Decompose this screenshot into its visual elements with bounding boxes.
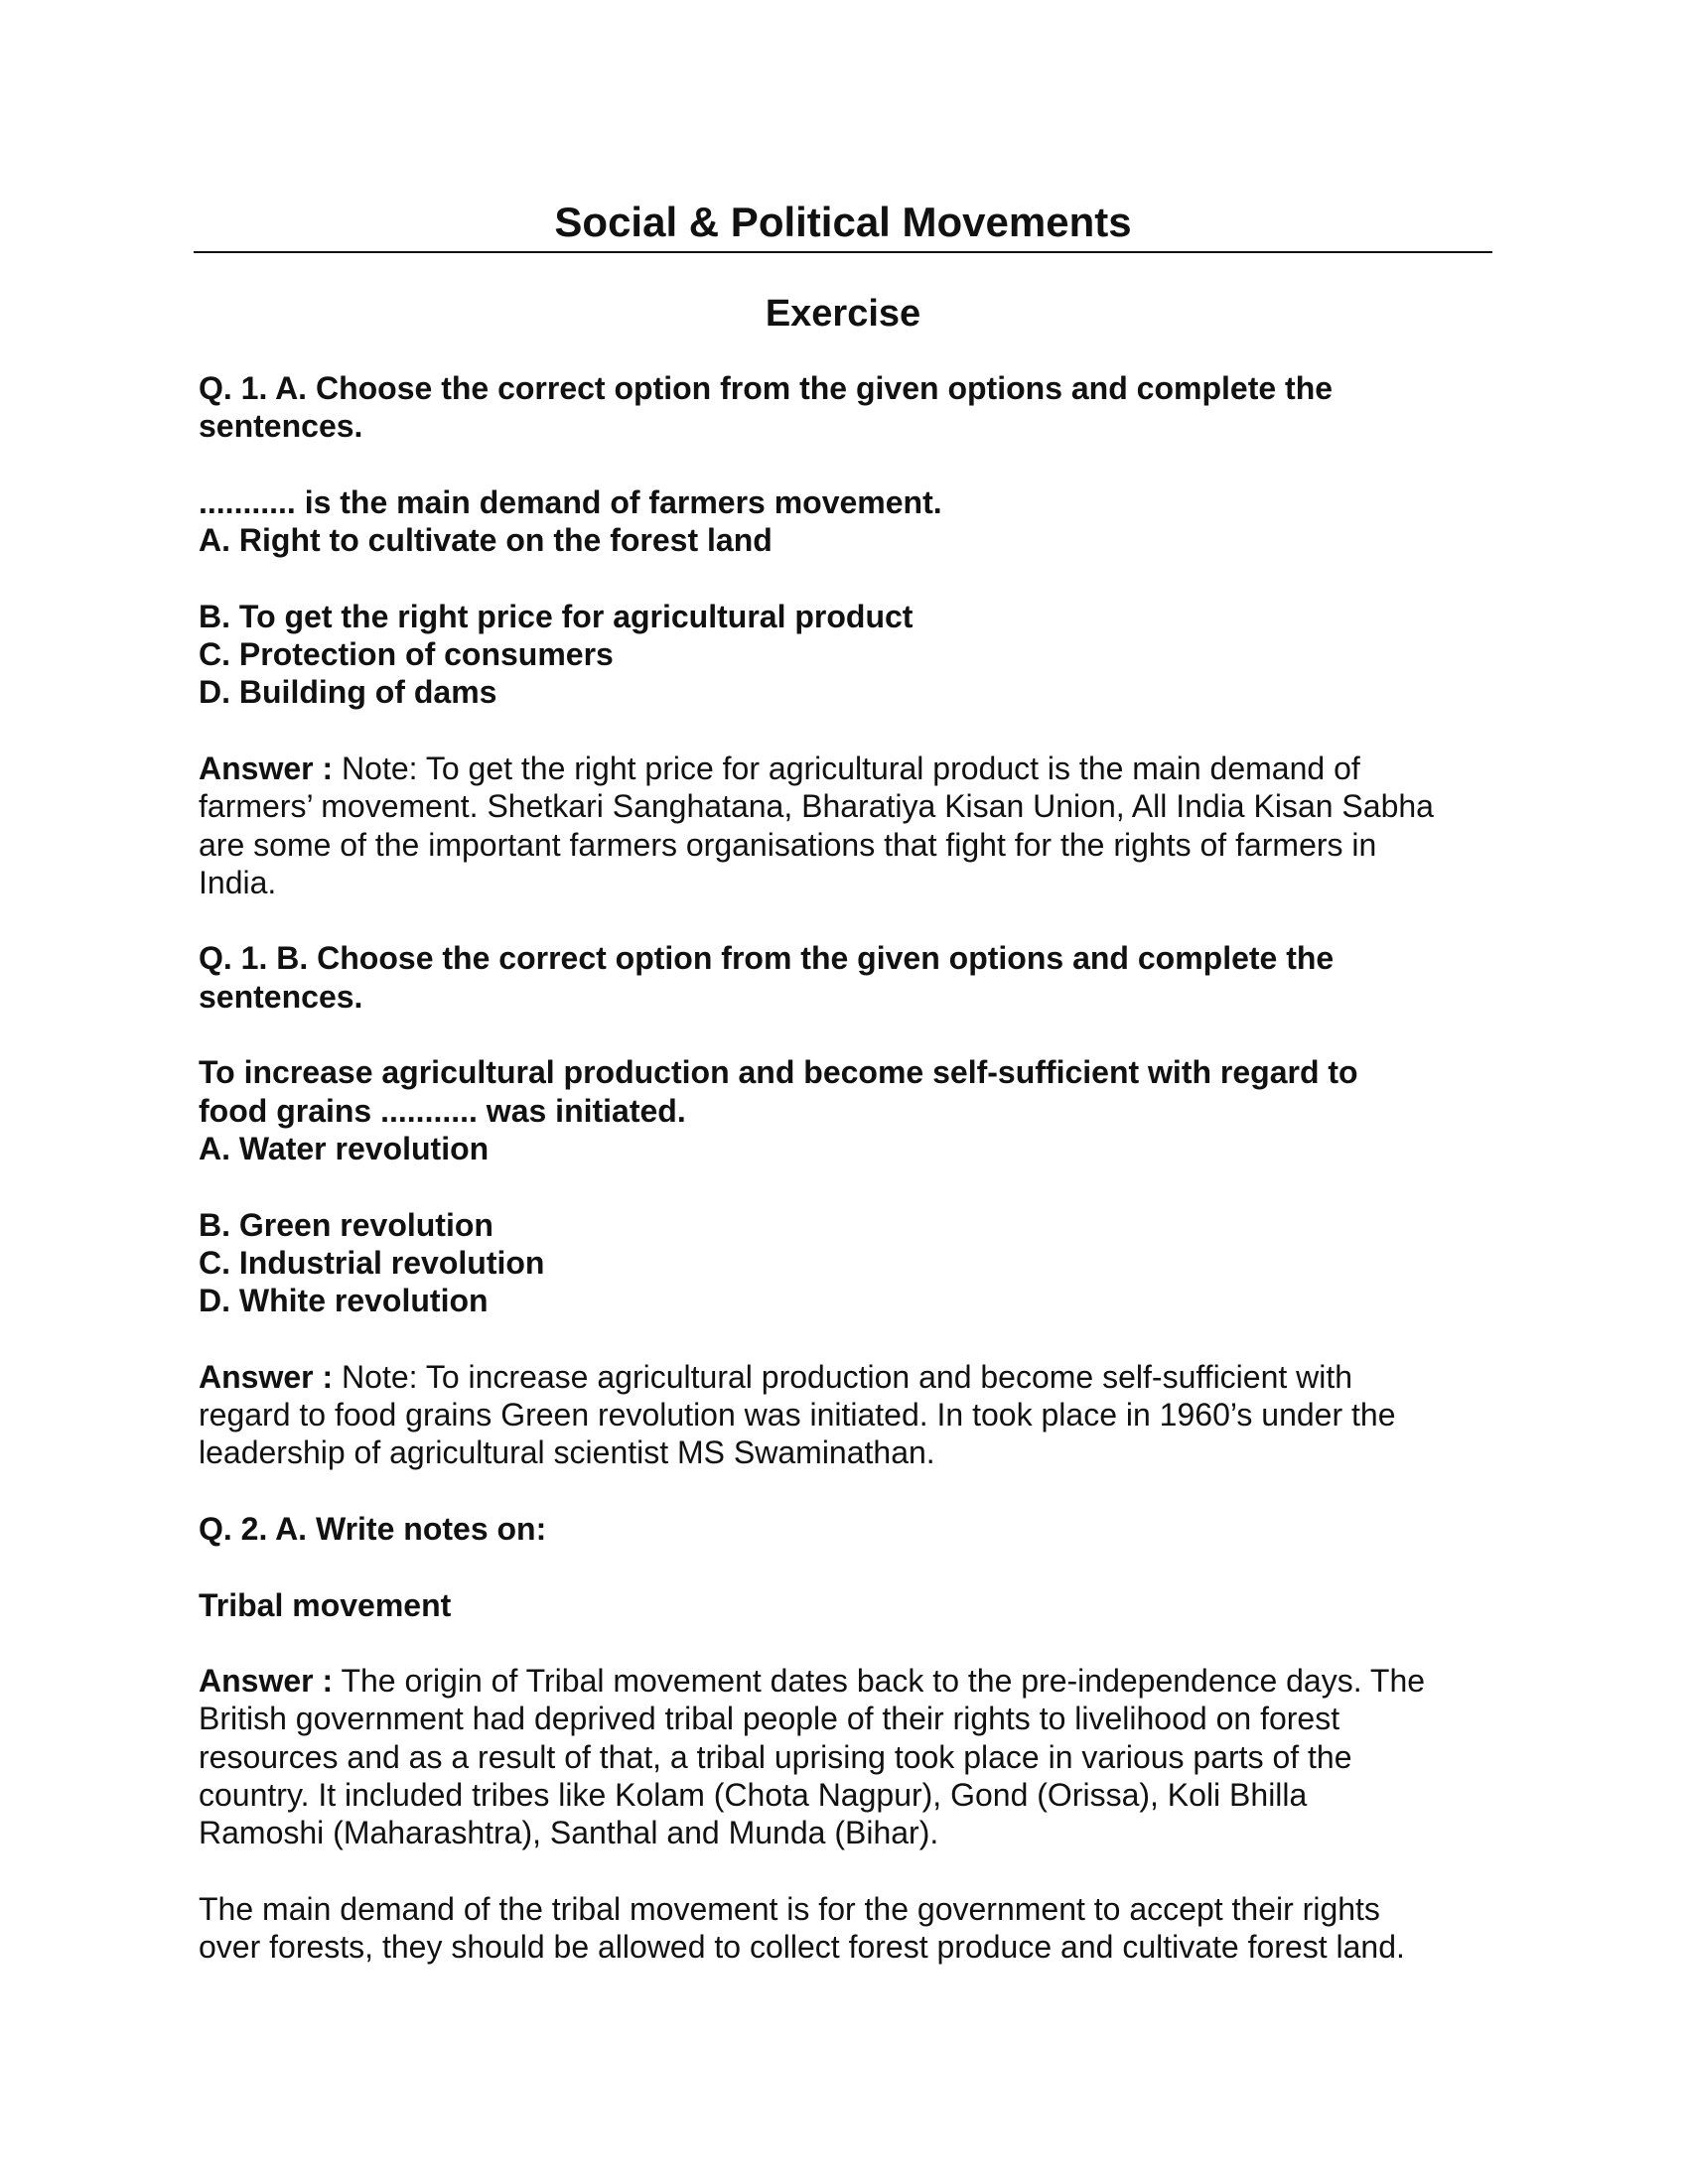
spacer — [199, 559, 1489, 597]
answer-label: Answer : — [199, 750, 334, 786]
q1b-heading-line1: Q. 1. B. Choose the correct option from the given options and complete the — [199, 940, 1335, 977]
q2a-answer-line3: resources and as a result of that, a tribal uprising took place in various parts of the — [199, 1738, 1352, 1775]
q1b-heading-line2: sentences. — [199, 978, 363, 1015]
spacer — [199, 1548, 1489, 1585]
q1a-option-d: D. Building of dams — [199, 674, 497, 711]
spacer — [199, 1852, 1489, 1890]
q1a-heading-line1: Q. 1. A. Choose the correct option from the given options and complete the — [199, 370, 1334, 406]
q1b-answer-line2: regard to food grains Green revolution was initiated. In took place in 1960’s under the — [199, 1397, 1396, 1433]
answer-label: Answer : — [199, 1663, 334, 1700]
spacer — [199, 1167, 1489, 1205]
q1a-answer-line2: farmers’ movement. Shetkari Sanghatana, Bharatiya Kisan Union, All India Kisan Sabha — [199, 788, 1434, 825]
q2a-paragraph2-line2: over forests, they should be allowed to collect forest produce and cultivate forest land. — [199, 1929, 1405, 1966]
spacer — [199, 901, 1489, 939]
spacer — [199, 446, 1489, 483]
spacer — [199, 1319, 1489, 1357]
q1b-answer-line3: leadership of agricultural scientist MS Swaminathan. — [199, 1434, 935, 1471]
q1b-option-c: C. Industrial revolution — [199, 1244, 545, 1281]
spacer — [199, 1016, 1489, 1053]
q1a-heading-line2: sentences. — [199, 408, 363, 445]
q2a-answer-line5: Ramoshi (Maharashtra), Santhal and Munda (Bihar). — [199, 1815, 939, 1851]
q1b-option-b: B. Green revolution — [199, 1206, 493, 1243]
q2a-heading: Q. 2. A. Write notes on: — [199, 1510, 547, 1547]
q1a-answer-text: Note: To get the right price for agricultural product is the main demand of — [333, 750, 1360, 786]
q1b-stem-line2: food grains ........... was initiated. — [199, 1092, 686, 1129]
q1b-option-d: D. White revolution — [199, 1283, 489, 1319]
q2a-topic: Tribal movement — [199, 1586, 452, 1623]
q1a-answer-line3: are some of the important farmers organisations that fight for the rights of farmers in — [199, 826, 1377, 863]
q2a-paragraph2-line1: The main demand of the tribal movement is for the government to accept their rights — [199, 1890, 1380, 1927]
title-divider — [194, 251, 1492, 253]
q2a-answer-line1 — [199, 1662, 1489, 1700]
q1b-stem-line1: To increase agricultural production and become self-sufficient with regard to — [199, 1054, 1358, 1091]
q2a-answer-text: The origin of Tribal movement dates back to the pre-independence days. The — [333, 1663, 1426, 1700]
q1b-option-a: A. Water revolution — [199, 1130, 490, 1166]
q1a-option-b: B. To get the right price for agricultural product — [199, 598, 914, 634]
spacer — [199, 712, 1489, 750]
spacer — [199, 1624, 1489, 1662]
document-content — [199, 369, 1489, 1966]
q1b-answer-line1 — [199, 1358, 1489, 1396]
q2a-answer-line4: country. It included tribes like Kolam (Chota Nagpur), Gond (Orissa), Koli Bhilla — [199, 1776, 1308, 1813]
section-title: Exercise — [765, 293, 921, 335]
q1a-answer-line4: India. — [199, 864, 277, 900]
document-title: Social & Political Movements — [554, 199, 1132, 245]
q1a-question-stem: ........... is the main demand of farmers movement. — [199, 483, 942, 520]
q1a-option-a: A. Right to cultivate on the forest land — [199, 522, 773, 559]
answer-label: Answer : — [199, 1358, 334, 1395]
spacer — [199, 1472, 1489, 1510]
q1a-option-c: C. Protection of consumers — [199, 636, 614, 673]
q1a-answer-line1 — [199, 750, 1489, 787]
q1b-answer-text: Note: To increase agricultural production and become self-sufficient with — [333, 1358, 1353, 1395]
q2a-answer-line2: British government had deprived tribal people of their rights to livelihood on forest — [199, 1701, 1340, 1737]
